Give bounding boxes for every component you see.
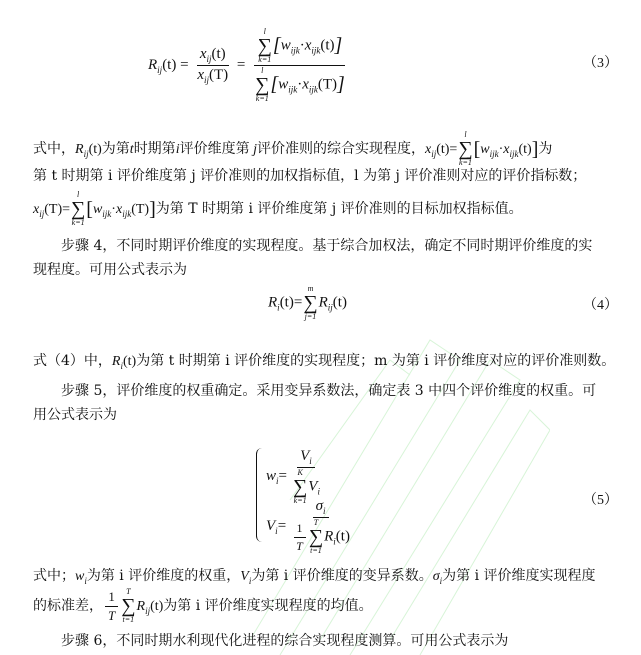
equation-3-label: （3） xyxy=(583,56,618,71)
paragraph-line: 的标准差， $\frac{1}{T}$ T ∑ t=1 $R_{ij}(t)$为第 i 评价维度实现程度的均值。 xyxy=(33,587,373,624)
equation-4: $R_i(t)=$ m ∑ j=1 $R_{ij}(t)$ xyxy=(268,284,347,321)
step-6-line: 步骤 6，不同时期水利现代化进程的综合实现程度测算。可用公式表示为 xyxy=(61,633,509,649)
step-5-line: 步骤 5，评价维度的权重确定。采用变异系数法，确定表 3 中四个评价维度的权重。可 xyxy=(61,383,597,399)
step-4-line: 步骤 4，不同时期评价维度的实现程度。基于综合加权法，确定不同时期评价维度的实 xyxy=(61,238,593,254)
paragraph-line: 式（4）中，$R_i(t)$为第 t 时期第 i 评价维度的实现程度；m 为第 i 评价维度对应的评价准则数。 xyxy=(33,353,616,371)
step-4-line: 现程度。可用公式表示为 xyxy=(33,262,187,278)
equation-5-variation: $V_i=$ $\sigma_i$ $\frac{1}{T}$ T ∑ t=1 $R_i(t)$ xyxy=(266,498,350,555)
paragraph-line: 式中；$w_i$为第 i 评价维度的权重，$V_i$为第 i 评价维度的变异系数。$\sigma_i$为第 i 评价维度实现程度 xyxy=(33,568,596,586)
equation-3: $R_{ij}(t)$ = $\frac{x_{ij}(t)}{x_{ij}(T)}$ = l ∑ k=1 $[w_{ijk}\cdot x_{ijk}(t)]$ l ∑ k=1 $[w_{ijk}\cdot x_{ijk}(T)]$ xyxy=(148,27,345,103)
paragraph-line: 式中，$R_{ij}(t)$为第t时期第i评价维度第 j评价准则的综合实现程度，$x_{ij}(t)=$ l ∑ k=1 $[w_{ijk}\cdot x_{ijk}(t)]$为 xyxy=(33,130,553,167)
equation-5-label: （5） xyxy=(583,493,618,508)
paragraph-line: $x_{ij}(T)=$ l ∑ k=1 $[w_{ijk}\cdot x_{ijk}(T)]$为第 T 时期第 i 评价维度第 j 评价准则的目标加权指标值。 xyxy=(33,190,523,227)
paragraph-line: 第 t 时期第 i 评价维度第 j 评价准则的加权指标值，l 为第 j 评价准则对应的评价指标数； xyxy=(33,168,587,184)
step-5-line: 用公式表示为 xyxy=(33,407,117,423)
brace xyxy=(256,448,265,542)
equation-5-weight: $w_i=$ $V_i$ K ∑ k=1 $V_i$ xyxy=(266,448,320,505)
equation-4-label: （4） xyxy=(583,298,618,313)
